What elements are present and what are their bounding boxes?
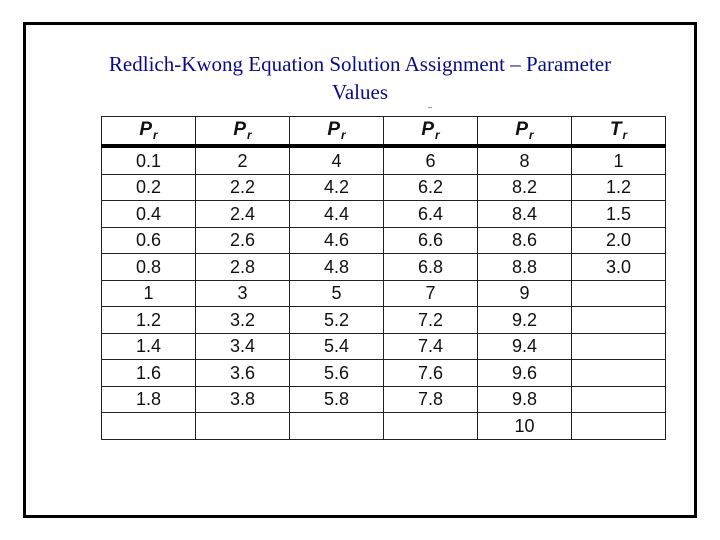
table-cell: 1.6 [102,360,196,387]
table-cell [384,413,478,440]
table-cell: 2.0 [572,227,666,254]
table-cell: 1.2 [102,307,196,334]
table-cell: 1.8 [102,386,196,413]
table-cell [572,360,666,387]
table-cell: 2.8 [196,254,290,281]
table-cell: 0.2 [102,174,196,201]
header-cell: $P_r$ [102,117,196,147]
table-cell: 7.6 [384,360,478,387]
header-cell: $P_r$ [196,117,290,147]
table-row [102,174,666,201]
slide-frame [23,22,697,518]
table-cell: 0.1 [102,146,196,174]
table-cell: 2.6 [196,227,290,254]
table-cell: 8.8 [478,254,572,281]
table-row [102,307,666,334]
table-cell [572,307,666,334]
table-cell: 8.6 [478,227,572,254]
table-row [102,386,666,413]
header-cell: $P_r$ [384,117,478,147]
table-cell [572,280,666,307]
table-cell: 3 [196,280,290,307]
table-cell: 9.8 [478,386,572,413]
table-cell: 2.4 [196,201,290,228]
table-cell: 7.2 [384,307,478,334]
table-cell: 8.2 [478,174,572,201]
table-cell [572,386,666,413]
table-cell: 2.2 [196,174,290,201]
table-cell: 9.2 [478,307,572,334]
table-cell: 7.8 [384,386,478,413]
title-line-2: Values [332,80,388,104]
parameter-table [101,116,666,440]
table-cell: 6.8 [384,254,478,281]
table-cell: 4.8 [290,254,384,281]
header-cell: $T_r$ [572,117,666,147]
table-cell: 1 [572,146,666,174]
table-cell [572,333,666,360]
table-cell [290,413,384,440]
table-cell: 1.2 [572,174,666,201]
table-cell: 7.4 [384,333,478,360]
table-cell: 4.6 [290,227,384,254]
table-header-row [102,117,666,147]
table-cell: 5 [290,280,384,307]
table-cell: 5.6 [290,360,384,387]
table-cell [196,413,290,440]
table-cell: 4.2 [290,174,384,201]
table-cell: 1.4 [102,333,196,360]
table-cell: 1.5 [572,201,666,228]
table-cell: 9.6 [478,360,572,387]
table-cell: 5.4 [290,333,384,360]
table-cell: 3.0 [572,254,666,281]
table-cell: 3.6 [196,360,290,387]
table-cell: 5.2 [290,307,384,334]
table-cell: 8 [478,146,572,174]
table-cell: 3.2 [196,307,290,334]
table-cell: 4.4 [290,201,384,228]
table-cell: 6.6 [384,227,478,254]
header-cell: $P_r$ [478,117,572,147]
table-row [102,201,666,228]
table-cell: 9.4 [478,333,572,360]
table-cell: 0.4 [102,201,196,228]
slide-title [26,50,694,106]
table-row [102,254,666,281]
table-cell: 3.4 [196,333,290,360]
table-cell: 2 [196,146,290,174]
stray-mark [428,107,432,108]
table-cell: 0.6 [102,227,196,254]
table-cell: 4 [290,146,384,174]
table-row [102,333,666,360]
table-row [102,280,666,307]
table-cell: 3.8 [196,386,290,413]
table-row [102,413,666,440]
table-cell: 7 [384,280,478,307]
table-row [102,227,666,254]
table-cell: 9 [478,280,572,307]
table-cell: 10 [478,413,572,440]
table-cell: 6 [384,146,478,174]
header-cell: $P_r$ [290,117,384,147]
title-line-1: Redlich-Kwong Equation Solution Assignment – Parameter [108,52,612,76]
table-row [102,146,666,174]
table-cell [102,413,196,440]
table-cell: 6.2 [384,174,478,201]
table-row [102,360,666,387]
table-cell: 5.8 [290,386,384,413]
table-cell: 6.4 [384,201,478,228]
table-cell: 8.4 [478,201,572,228]
table-cell [572,413,666,440]
table-body [102,146,666,439]
table-cell: 1 [102,280,196,307]
table-cell: 0.8 [102,254,196,281]
